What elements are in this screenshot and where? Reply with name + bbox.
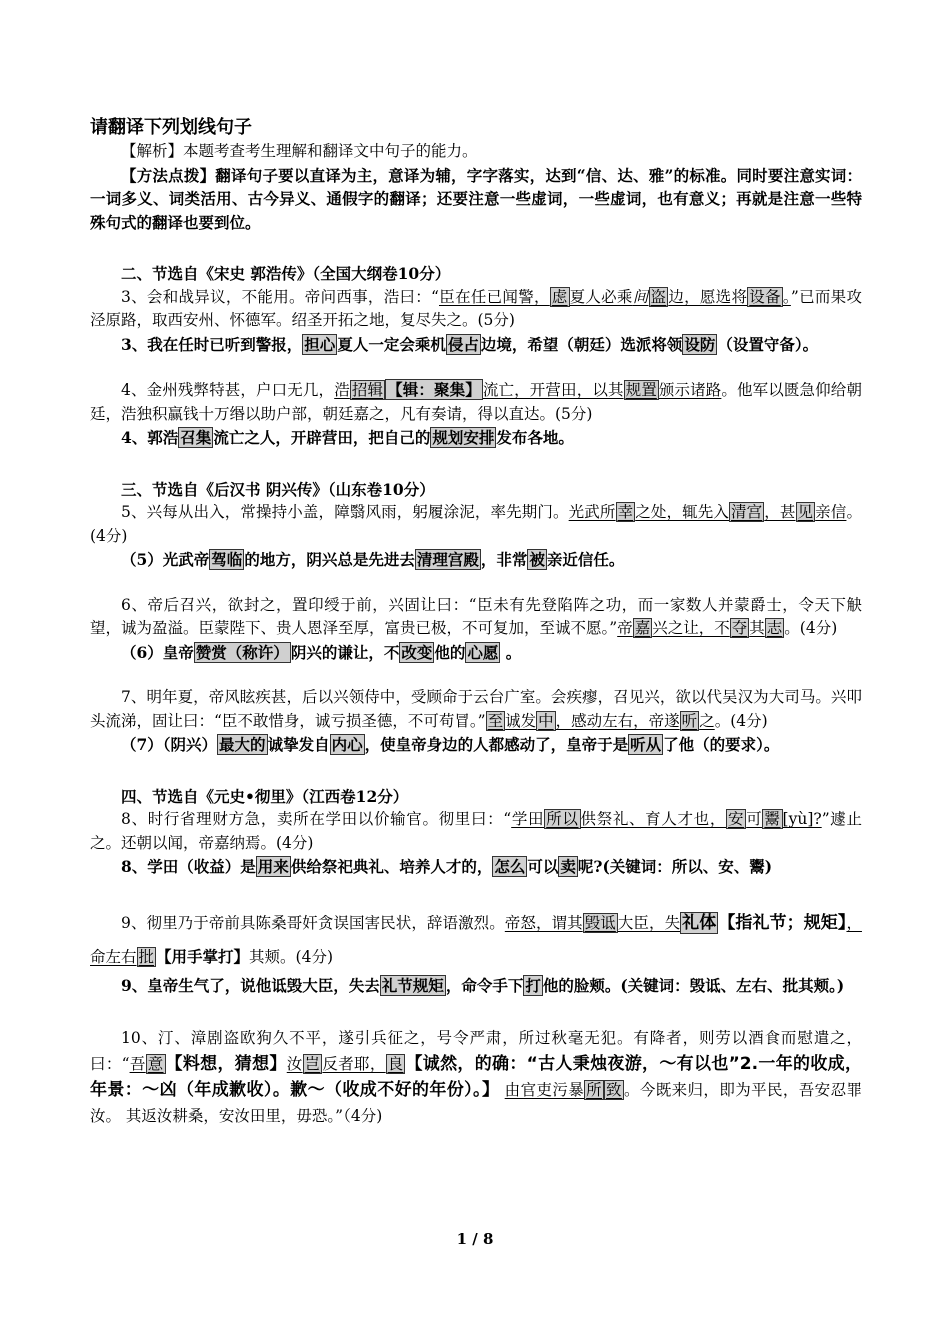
- answer-9: 9、皇帝生气了，说他诋毁大臣，失去 礼节规矩 ，命令手下 打 他的脸颊。(关键词：毁诋、左右、批其颊。): [121, 975, 845, 995]
- answer-6: （6）皇帝 赞赏（称许） 阴兴的谦让，不 改变 他的 心愿 。: [121, 642, 522, 662]
- question-6: 6、帝后召兴，欲封之，置印绶于前，兴固让曰：“臣未有先登陷阵之功，而一家数人并蒙爵士，令天下觖望，诚为盈溢。臣蒙陛下、贵人恩泽至厚，富贵已极，不可复加，至诚不愿。”帝 嘉 兴之让，不 夺 其 志 。(4分): [90, 595, 862, 637]
- question-5: 5、兴每从出入，常操持小盖，障翳风雨，躬履涂泥，率先期门。光武所 幸 之处，辄先入 清宫 ，甚 见 亲信。(4分): [90, 503, 862, 545]
- answer-8: 8、学田（收益）是 用来 供给祭祀典礼、培养人才的， 怎么 可以 卖 呢?(关键词：所以、安、鬻): [121, 857, 773, 876]
- question-9: 9、彻里乃于帝前具陈桑哥奸贪误国害民状，辞语激烈。帝怒，谓其 毁诋 大臣，失 礼体 【指礼节；规矩】，命左右 批 【用手掌打】其颊。(4分): [90, 912, 862, 966]
- question-8: 8、时行省理财方急，卖所在学田以价输官。彻里曰：“学田 所以 供祭礼、育人才也， 安 可 鬻 [yù]?”遽止之。还朝以闻，帝嘉纳焉。(4分): [90, 810, 862, 852]
- question-3: 3、会和战异议，不能用。帝问西事，浩曰：“臣在任已闻警， 虑 夏人必乘间 盗 边，愿选将 设备 。”已而果攻泾原路，取西安州、怀德军。绍圣开拓之地，复尽失之。(5分): [90, 287, 862, 329]
- answer-7: （7）（阴兴） 最大的 诚挚发自 内心 ，使皇帝身边的人都感动了，皇帝于是 听从 了他（的要求）。: [121, 735, 780, 754]
- page-number: 1 / 8: [456, 1230, 494, 1248]
- question-10: 10、汀、漳剧盗欧狗久不平，遂引兵征之，号令严肃，所过秋毫无犯。有降者，则劳以酒食而慰遣之，曰：“吾 意 【料想，猜想】汝 岂 反者耶， 良 【诚然，的确：“古人秉烛夜游，～有以也”2.一年的收成，年景：～凶（年成歉收）。歉～（收成不好的年份）。】 由官吏污暴 所 致 。今既来归，即为平民，吾安忍罪汝。 其返汝耕桑，安汝田里，毋恐。”（4分): [90, 1029, 862, 1125]
- answer-3: 3、我在任时已听到警报， 担心 夏人一定会乘机 侵占 边境，希望（朝廷）选派将领 设防 （设置守备）。: [121, 334, 819, 354]
- section-heading-4: 四、节选自《元史•彻里》（江西卷12分）: [121, 786, 409, 806]
- method-note: 【方法点拨】翻译句子要以直译为主，意译为辅，字字落实，达到“信、达、雅”的标准。同时要注意实词：一词多义、词类活用、古今异义、通假字的翻译；还要注意一些虚词，一些虚词，也有意义；再就是注意一些特殊句式的翻译也要到位。: [90, 165, 862, 232]
- question-7: 7、明年夏，帝风眩疾甚，后以兴领侍中，受顾命于云台广室。会疾瘳，召见兴，欲以代吴汉为大司马。兴叩头流涕，固让曰：“臣不敢惜身，诚亏损圣德，不可苟冒。” 至 诚发 中 ，感动左右，帝遂 听 之。(4分): [90, 688, 862, 730]
- answer-5: （5）光武帝 驾临 的地方，阴兴总是先进去 清理宫殿 ，非常 被 亲近信任。: [121, 550, 625, 569]
- answer-4: 4、郭浩 召集 流亡之人，开辟营田，把自己的 规划安排 发布各地。: [121, 428, 574, 447]
- section-heading-3: 三、节选自《后汉书 阴兴传》（山东卷10分）: [121, 479, 435, 499]
- document-page: [90, 116, 862, 1129]
- analysis-note: 【解析】本题考查考生理解和翻译文中句子的能力。: [121, 142, 478, 160]
- page-title: 请翻译下列划线句子: [90, 117, 252, 138]
- question-4: 4、金州残弊特甚，户口无几，浩 招辑 【辑：聚集】 流亡，开营田，以其 规置 颁示诸路。他军以匮急仰给朝廷，浩独积赢钱十万缗以助户部，朝廷嘉之，凡有奏请，得以直达。(5分): [90, 380, 862, 423]
- section-heading-2: 二、节选自《宋史 郭浩传》（全国大纲卷10分）: [121, 264, 451, 283]
